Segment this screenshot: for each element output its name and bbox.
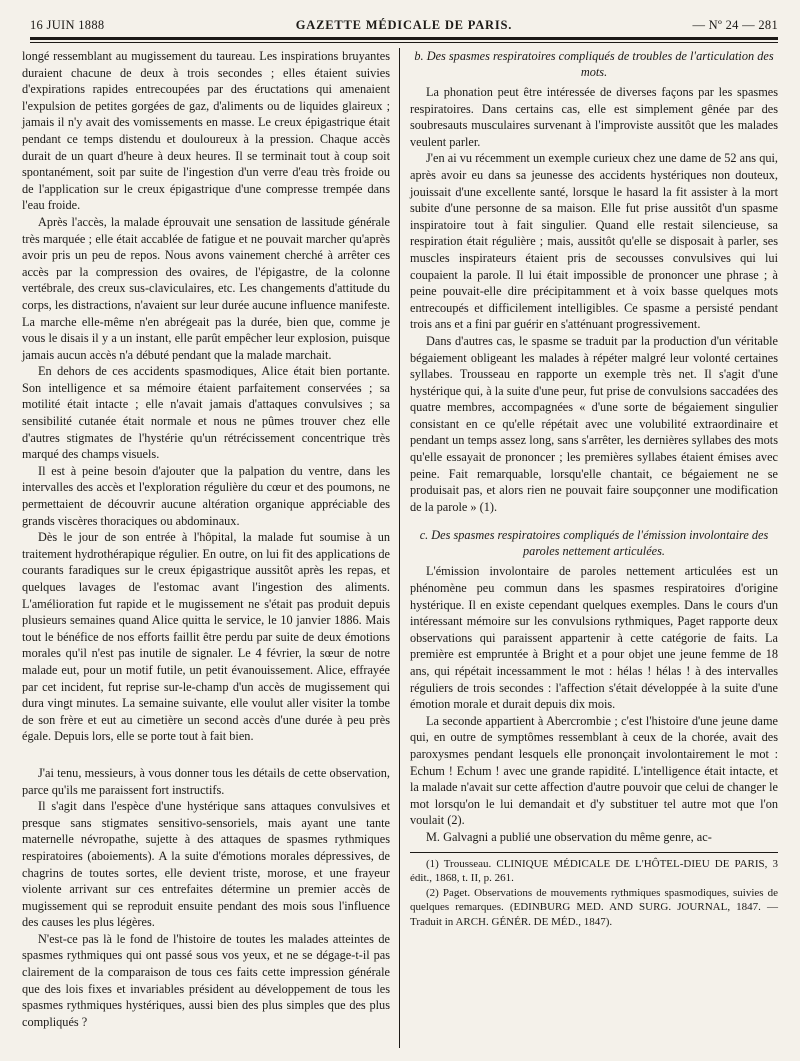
header-rule-thin	[30, 42, 778, 43]
section-b-heading: b. Des spasmes respiratoires compliqués de troubles de l'articulation des mots.	[414, 49, 774, 79]
paragraph: N'est-ce pas là le fond de l'histoire de toutes les malades atteintes de spasmes rythmiques qui ont passé sous vos yeux, et ne se dégage-t-il pas clairement de la comparaison de tous ces faits cette impression générale que des lois fixes et invariables président au développement de tous les spasmes rythmiques hystériques, aussi bien des plus simples que des plus compliqués ?	[22, 931, 390, 1029]
footnote-rule	[410, 852, 778, 853]
paragraph: Après l'accès, la malade éprouvait une sensation de lassitude générale très marquée ; elle était accablée de fatigue et ne pouvait marcher qu'après avoir pris un peu de repos. Nous avons vainement cherché à arrêter ces accès par la compression des ovaires, de l'épigastre, de la colonne vertébrale, des creux sus-claviculaires, etc. Les changements d'attitude du corps, les distractions, n'avaient sur leur durée aucune influence manifeste. La marche elle-même n'en abrégeait pas la durée, bien que, comme je vous le disais il y a un instant, elle parût empêcher leur explosion, puisque jamais aucun accès n'a débuté pendant que la malade marchait.	[22, 214, 390, 362]
right-column	[410, 48, 778, 929]
paragraph: J'en ai vu récemment un exemple curieux chez une dame de 52 ans qui, après avoir eu dans sa jeunesse des accidents hystériques non douteux, jouissait d'une excellente santé, lorsque le hasard la fit assister à la mort subite d'une personne de sa maison. Elle fut prise aussitôt d'un spasme inspiratoire tout à fait singulier. Quand elle restait silencieuse, sa respiration était régulière ; mais, aussitôt qu'elle se disposait à parler, ses muscles inspirateurs étaient pris de secousses convulsives qui lui coupaient la parole. Il lui était impossible de prononcer une phrase ; à peine pouvait-elle dire précipitamment et à voix basse quelques mots entrecoupés et difficilement intelligibles. Ce spasme a persisté pendant trois ans et a fini par guérir en s'atténuant progressivement.	[410, 151, 778, 332]
paragraph: J'ai tenu, messieurs, à vous donner tous les détails de cette observation, parce qu'ils me paraissent fort instructifs.	[22, 765, 390, 797]
paragraph: Il est à peine besoin d'ajouter que la palpation du ventre, dans les intervalles des accès et l'exploration régulière du cœur et des poumons, ne permettaient de découvrir aucune altération organique appréciable des grands viscères thoraciques ou abdominaux.	[22, 463, 390, 528]
page-header	[30, 14, 778, 36]
paragraph: M. Galvagni a publié une observation du même genre, ac-	[426, 829, 712, 844]
header-rule-thick	[30, 37, 778, 40]
paragraph: L'émission involontaire de paroles nettement articulées est un phénomène peu commun dans les spasmes respiratoires d'origine hystérique. Il en existe cependant quelques exemples. Dans le cours d'un intéressant mémoire sur les convulsions rythmiques, Paget rapporte deux observations qui paraissent appartenir à cette catégorie de faits. La première est empruntée à Bright et a pour objet une jeune femme de 18 ans, qui répétait incessamment le mot : hélas ! hélas ! à des intervalles réguliers de trois secondes : l'affection s'était développée à la suite d'une émotion morale et durait depuis dix mois.	[410, 564, 778, 712]
journal-title: GAZETTE MÉDICALE DE PARIS.	[295, 18, 513, 32]
paragraph: La phonation peut être intéressée de diverses façons par les spasmes respiratoires. Dans certains cas, elle est simplement gênée par des soubresauts musculaires survenant à l'improviste aussitôt que les malades veulent parler.	[410, 85, 778, 149]
paragraph: Dès le jour de son entrée à l'hôpital, la malade fut soumise à un traitement hydrothérapique régulier. En outre, on lui fit des applications de courants faradiques sur le creux épigastrique aussitôt après les repas, et quelques lavages de l'estomac avant l'ingestion des aliments. L'amélioration fut rapide et le mugissement ne s'était pas produit depuis plusieurs semaines quand Alice quitta le service, le 10 janvier 1886. Mais tout le bénéfice de nos efforts faillit être perdu par suite de deux émotions morales qu'il n'est pas inutile de signaler. Le 4 février, la sœur de notre malade eut, pour un motif futile, un petit évanouissement. Alice, effrayée par cet incident, fut reprise sur-le-champ d'un accès de mugissement qui dura vingt minutes. La semaine suivante, elle voulut aller visiter la tombe de son frère et eut au cimetière un second accès d'une durée à peu près égale. Depuis lors, elle se porte tout à fait bien.	[22, 530, 390, 744]
footnote: (1) Trousseau. CLINIQUE MÉDICALE DE L'HÔTEL-DIEU DE PARIS, 3 édit., 1868, t. II, p. 261.	[410, 857, 778, 885]
footnote: (2) Paget. Observations de mouvements rythmiques spasmodiques, suivies de quelques remarques. (EDINBURG MED. AND SURG. JOURNAL, 1847. — Traduit in ARCH. GÉNÉR. DE MÉD., 1847).	[410, 886, 778, 928]
column-divider	[399, 48, 400, 1048]
paragraph: longé ressemblant au mugissement du taureau. Les inspirations bruyantes duraient chacune de deux à trois secondes ; elles étaient suivies d'expirations rapides entrecoupées par des éructations qui amenaient l'expulsion de petites gorgées de gaz, d'aliments ou de liquides glaireux ; jamais il n'y avait des vomissements en masse. Le creux épigastrique était pendant ce temps distendu et douloureux à la pression. Chaque accès durait de un quart d'heure à deux heures. Il se terminait tout à coup soit spontanément, soit par suite de l'ingestion d'un verre d'eau très froide ou de l'application sur le creux épigastrique d'une compresse trempée dans l'eau froide.	[22, 49, 390, 213]
paragraph: Dans d'autres cas, le spasme se traduit par la production d'un véritable bégaiement obligeant les malades à répéter malgré leur volonté certaines syllabes. Trousseau en rapporte un exemple très net. Il s'agit d'une hystérique qui, à la suite d'une peur, fut prise de convulsions saccadées des quatre membres, accompagnées « d'une sorte de bégaiement singulier consistant en ce qu'elle répétait avec une volubilité extraordinaire et pendant un temps assez long, sans s'arrêter, les dernières syllabes des mots qu'elle essayait de prononcer ; les premières syllabes étaient émises avec peine. Fait remarquable, lorsqu'elle chantait, ce bégaiement ne se produisait pas, et alors rien ne pouvait faire soupçonner une modification de la parole » (1).	[410, 333, 778, 514]
page-number: — Nº 24 — 281	[692, 18, 778, 32]
left-column	[22, 48, 390, 1030]
paragraph: Il s'agit dans l'espèce d'une hystérique sans attaques convulsives et presque sans stigmates sensitivo-sensoriels, mais ayant une tante maternelle névropathe, sujette à des attaques de spasmes rythmiques respiratoires (aboiements). A la suite d'émotions morales dépressives, de chagrins de toutes sortes, elle devient triste, morose, et une frayeur violente arrivant sur ces entrefaites détermine un premier accès de mugissement qui se reproduit ensuite pendant des mois sous l'influence des causes les plus légères.	[22, 799, 390, 930]
paragraph: En dehors de ces accidents spasmodiques, Alice était bien portante. Son intelligence et sa mémoire étaient parfaitement conservées ; sa motilité était intacte ; elle n'avait jamais d'attaques convulsives ; sa sensibilité cutanée était normale et nous ne pûmes trouver chez elle d'autres stigmates de l'hystérie qu'un rétrécissement concentrique très marqué des champs visuels.	[22, 364, 390, 462]
issue-date: 16 JUIN 1888	[30, 18, 105, 32]
paragraph: La seconde appartient à Abercrombie ; c'est l'histoire d'une jeune dame qui, en outre de symptômes ressemblant à ceux de la chorée, avait des paroxysmes pendant lesquels elle prononçait involontairement le mot : Echum ! Echum ! avec une grande rapidité. L'intelligence était intacte, et la malade n'avait sur cette affection d'autre pouvoir que celui de changer le mot lorsqu'on le lui demandait et d'y substituer tel autre mot que l'on voulait (2).	[410, 713, 778, 828]
section-c-heading: c. Des spasmes respiratoires compliqués de l'émission involontaire des paroles nettement articulées.	[419, 528, 769, 559]
